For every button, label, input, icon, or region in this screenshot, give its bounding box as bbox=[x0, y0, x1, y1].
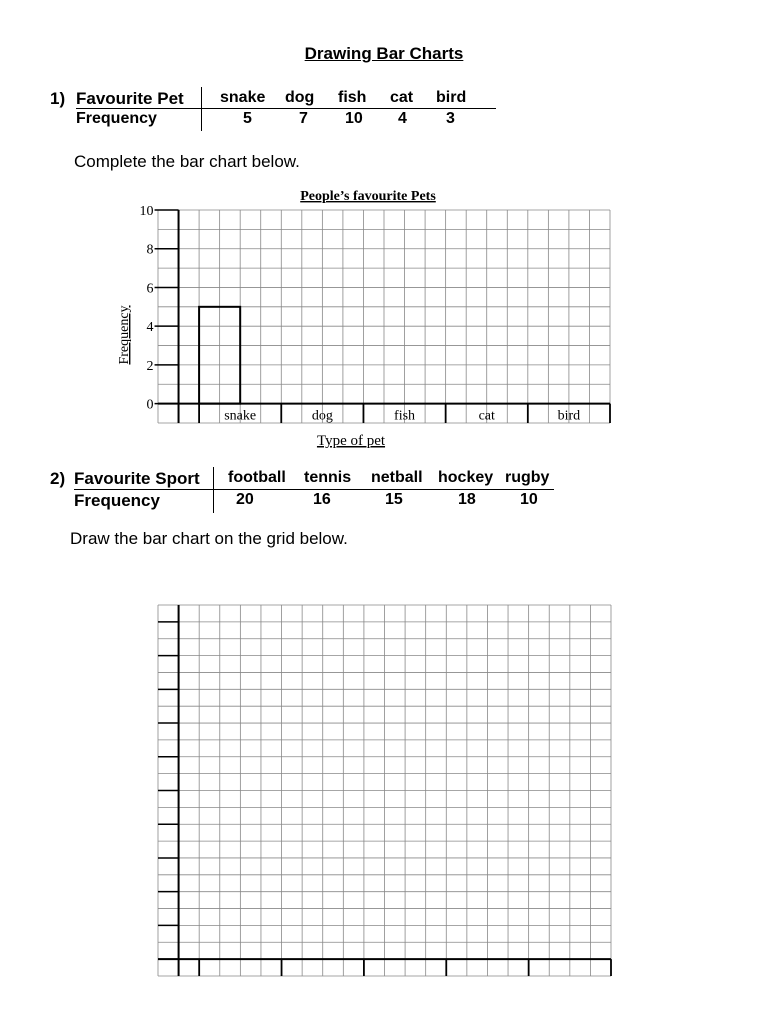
q2-frequency: 18 bbox=[458, 491, 476, 508]
q1-instruction: Complete the bar chart below. bbox=[74, 152, 300, 171]
q1-frequency: 3 bbox=[446, 110, 455, 127]
q2-frequency: 20 bbox=[236, 491, 254, 508]
y-tick-label: 8 bbox=[146, 242, 154, 258]
x-tick-label: fish bbox=[394, 408, 416, 424]
q1-frequency: 10 bbox=[345, 110, 363, 127]
q2-category: hockey bbox=[438, 469, 494, 486]
q2-category: tennis bbox=[304, 469, 352, 486]
y-tick-label: 4 bbox=[146, 320, 154, 336]
y-axis-label: Frequency bbox=[117, 305, 132, 365]
q2-frequency: 15 bbox=[385, 491, 403, 508]
x-tick-label: snake bbox=[224, 408, 257, 424]
q2-instruction: Draw the bar chart on the grid below. bbox=[70, 529, 348, 548]
q1-category: dog bbox=[285, 89, 315, 106]
q1-row1-label: Favourite Pet bbox=[76, 89, 184, 108]
q2-row1-label: Favourite Sport bbox=[74, 469, 200, 488]
q1-number: 1) bbox=[50, 89, 66, 108]
y-tick-label: 10 bbox=[139, 204, 154, 219]
q1-frequency: 7 bbox=[299, 110, 308, 127]
q1-category: cat bbox=[390, 89, 414, 106]
q2-row2-label: Frequency bbox=[74, 491, 160, 510]
x-tick-label: cat bbox=[478, 408, 495, 424]
q1-row2-label: Frequency bbox=[76, 110, 157, 127]
y-tick-label: 0 bbox=[146, 397, 154, 413]
q1-category: snake bbox=[220, 89, 266, 106]
pets-bar-chart bbox=[0, 0, 768, 460]
y-tick-label: 2 bbox=[146, 358, 154, 374]
q2-category: netball bbox=[371, 469, 423, 486]
q1-frequency: 5 bbox=[243, 110, 252, 127]
q2-table-divider bbox=[213, 467, 214, 513]
page-title: Drawing Bar Charts bbox=[304, 44, 464, 63]
q1-category: bird bbox=[436, 89, 467, 106]
q2-number: 2) bbox=[50, 469, 66, 488]
x-tick-label: bird bbox=[557, 408, 581, 424]
q2-frequency: 10 bbox=[520, 491, 538, 508]
q2-frequency: 16 bbox=[313, 491, 331, 508]
q2-table-rule bbox=[74, 489, 554, 490]
q2-category: football bbox=[228, 469, 286, 486]
q1-category: fish bbox=[338, 89, 367, 106]
q2-category: rugby bbox=[505, 469, 550, 486]
x-axis-label: Type of pet bbox=[316, 433, 386, 449]
y-tick-label: 6 bbox=[146, 281, 154, 297]
x-tick-label: dog bbox=[311, 408, 333, 424]
chart-title: People’s favourite Pets bbox=[300, 189, 436, 204]
q1-frequency: 4 bbox=[398, 110, 407, 127]
